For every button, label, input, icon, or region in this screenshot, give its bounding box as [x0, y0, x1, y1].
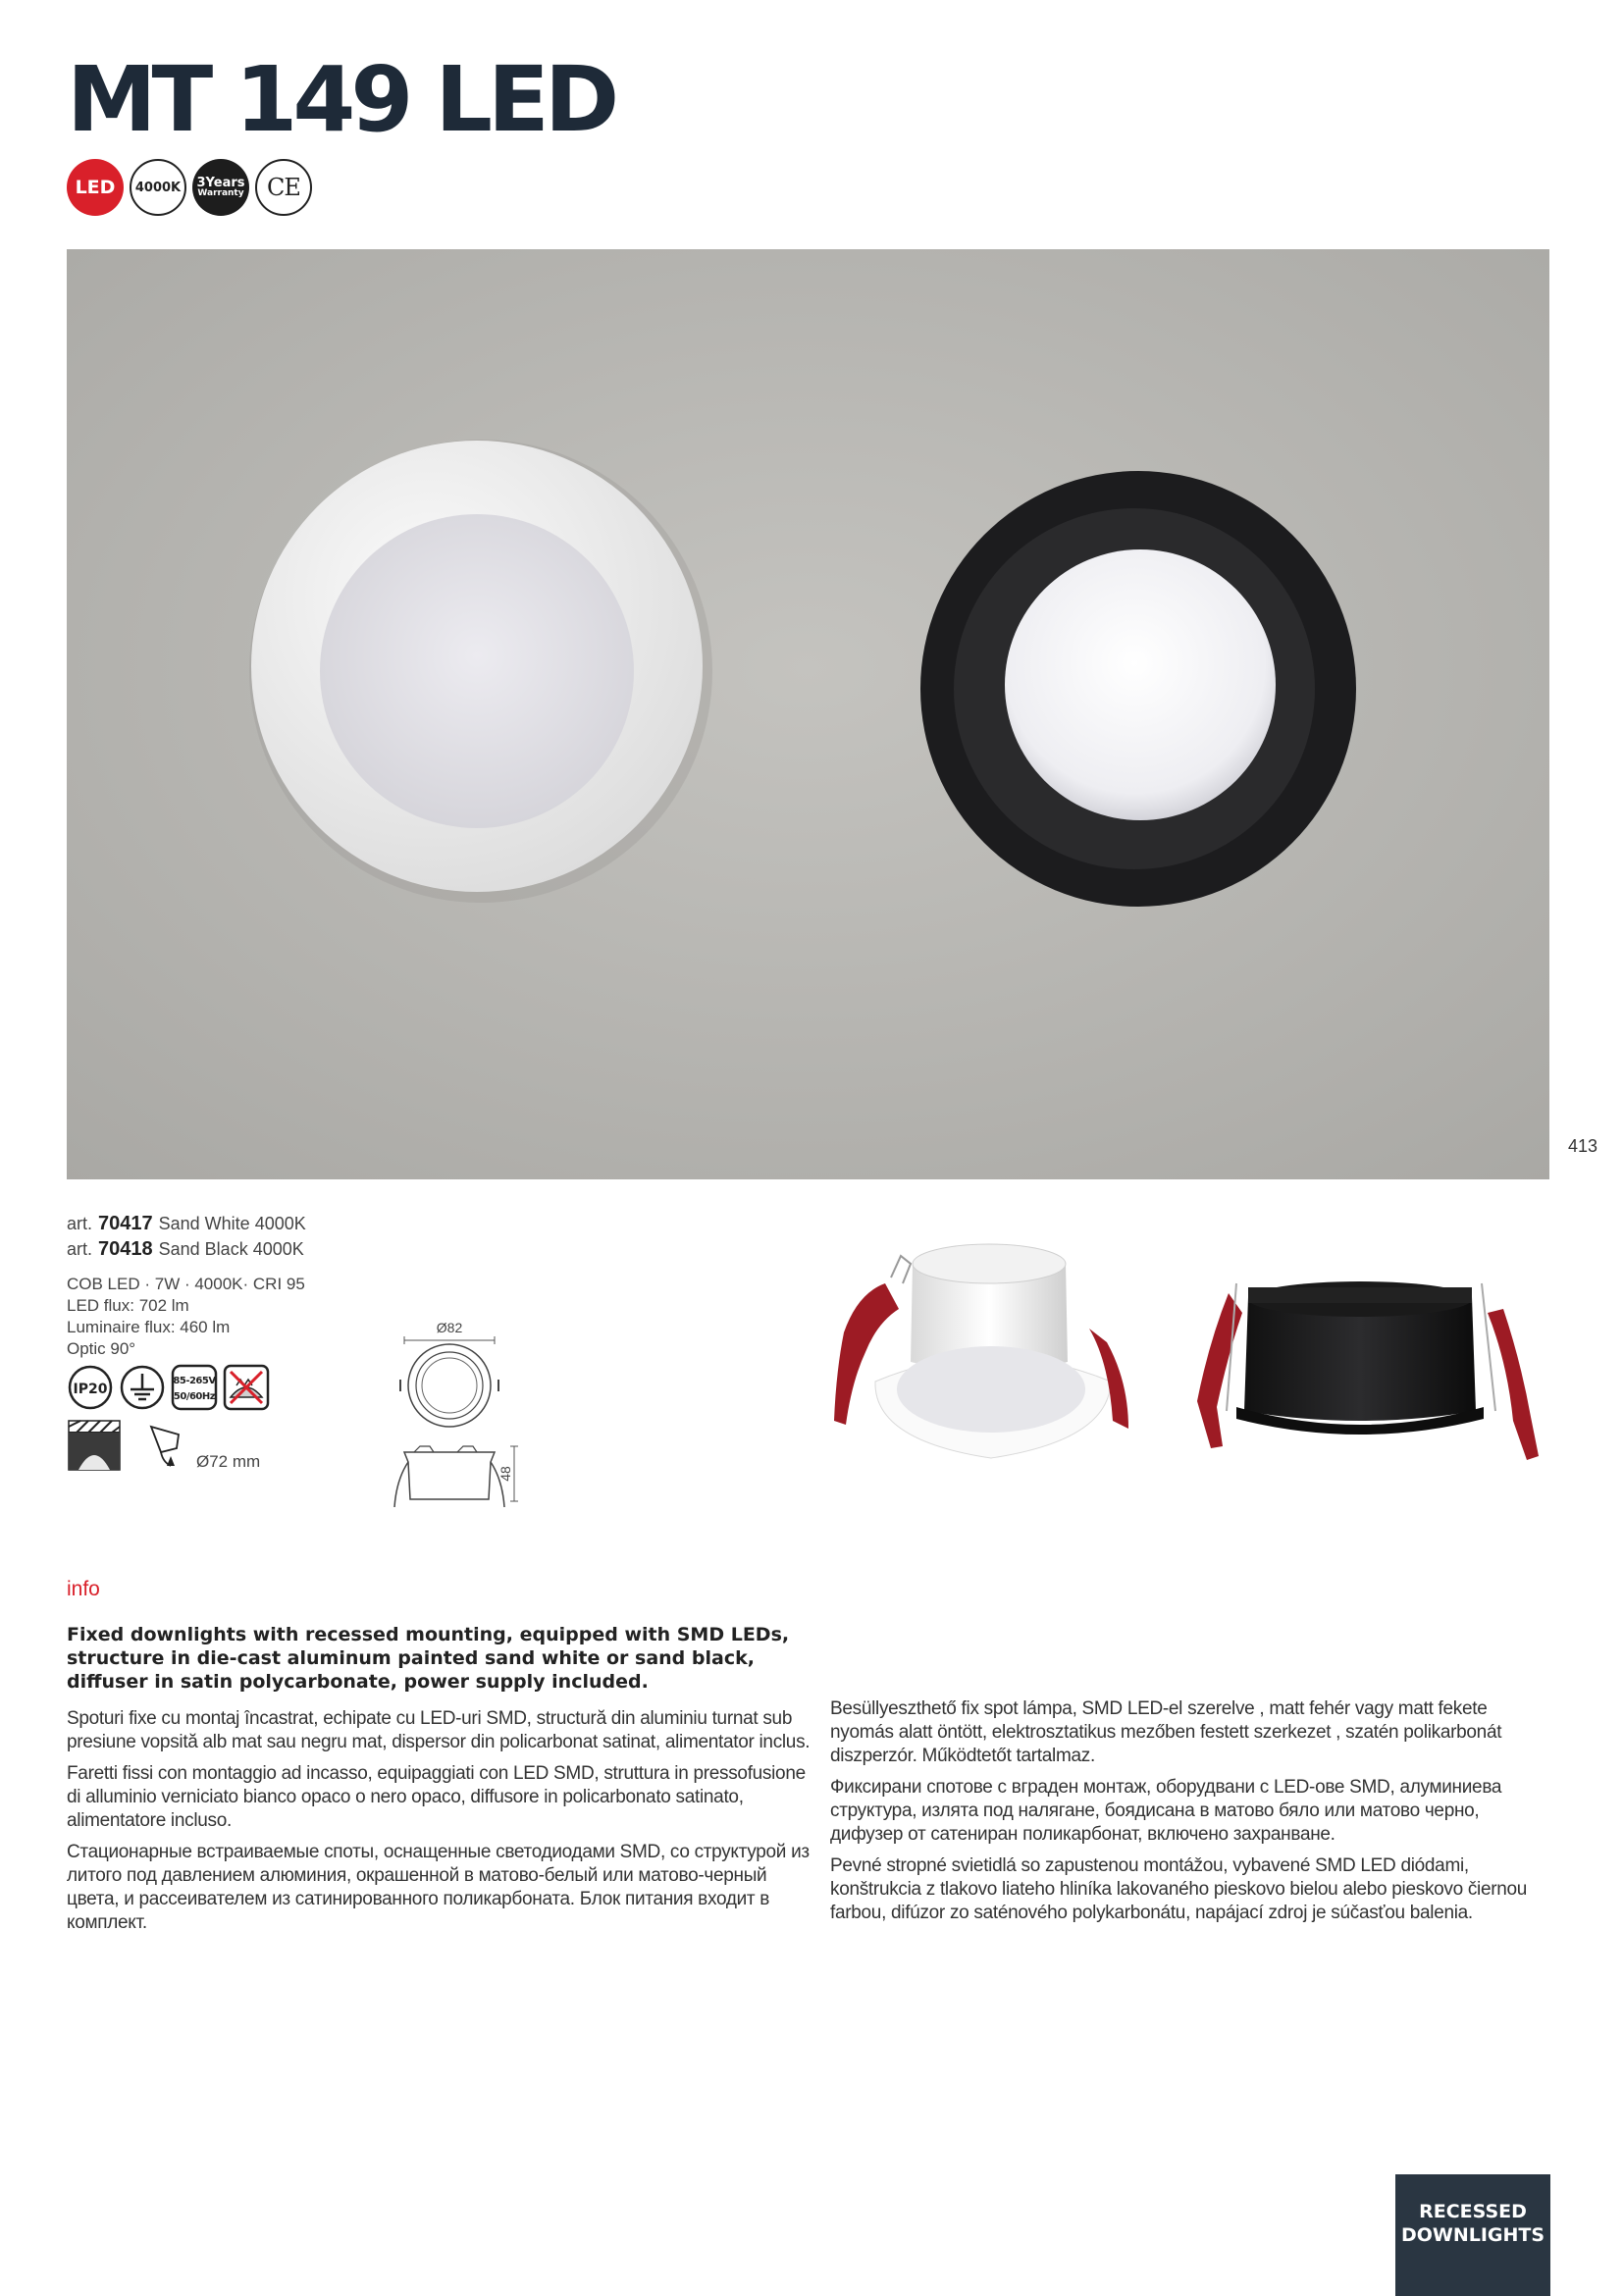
category-line: RECESSED [1419, 2201, 1527, 2222]
description-bulgarian: Фиксирани спотове с вграден монтаж, оборудвани с LED-ове SMD, алуминиева структура, излята под налягане, боядисана в матово бяло или матово черно, дифузер от сатениран поликарбонат, включено захранване. [830, 1777, 1502, 1845]
page-number: 413 [1568, 1136, 1598, 1156]
power-supply-icon [171, 1364, 218, 1411]
color-temperature-badge: 4000K [130, 159, 186, 216]
product-photos [805, 1215, 1550, 1499]
article-description: Sand White 4000K [158, 1214, 306, 1233]
description-russian: Стационарные встраиваемые споты, оснащенные светодиодами SMD, со структурой из литого под давлением алюминия, окрашенной в матово-белый или матово-черный цвета, и рассеивателем из сатинированного поликарбоната. Блок питания входит в комплект. [67, 1842, 810, 1933]
article-prefix: art. [67, 1239, 93, 1259]
spec-line: COB LED · 7W · 4000K· CRI 95 [67, 1275, 305, 1293]
article-code: 70418 [98, 1238, 153, 1260]
hole-cutout-icon [151, 1427, 179, 1466]
no-insulation-cover-icon [223, 1364, 270, 1411]
warranty-badge [192, 159, 249, 216]
info-heading: info [67, 1578, 100, 1600]
article-row [67, 1238, 304, 1261]
product-title: MT 149 LED [67, 47, 615, 152]
hero-illustration [67, 249, 1549, 1179]
ip20-icon [67, 1364, 114, 1411]
spec-line: Optic 90° [67, 1339, 136, 1358]
description-column-left [67, 1707, 812, 1943]
black-fixture-photo [1197, 1281, 1539, 1460]
article-prefix: art. [67, 1214, 93, 1233]
ceiling-mount-icon [69, 1421, 120, 1470]
article-row [67, 1213, 306, 1235]
white-fixture-photo [834, 1244, 1128, 1458]
technical-drawing [391, 1315, 538, 1511]
voltage-text: 85-265V [173, 1376, 216, 1386]
article-description: Sand Black 4000K [158, 1239, 304, 1259]
white-downlight [249, 440, 712, 903]
article-code: 70417 [98, 1213, 153, 1234]
technical-specs [67, 1274, 305, 1360]
feature-badges [67, 159, 312, 216]
spec-icons-row [67, 1364, 270, 1411]
black-downlight [920, 471, 1356, 907]
description-english: Fixed downlights with recessed mounting, equipped with SMD LEDs, structure in die-cast aluminum painted sand white or sand black, diffuser in satin polycarbonate, power supply included. [67, 1624, 790, 1693]
cutout-dimension: Ø72 mm [196, 1452, 261, 1471]
warranty-label: Warranty [197, 188, 244, 198]
ce-mark-badge: CE [255, 159, 312, 216]
warranty-years: 3Years [196, 176, 245, 190]
ground-earth-icon [119, 1364, 166, 1411]
frequency-text: 50/60Hz [173, 1391, 216, 1402]
spec-line: LED flux: 702 lm [67, 1296, 189, 1315]
dimension-drawing [391, 1315, 538, 1516]
category-line: DOWNLIGHTS [1400, 2224, 1545, 2246]
height-label: 48 [497, 1466, 513, 1482]
description-italian: Faretti fissi con montaggio ad incasso, equipaggiati con LED SMD, struttura in pressofusione di alluminio verniciato bianco opaco o nero opaco, diffusore in policarbonato satinato, alimentatore incluso. [67, 1763, 806, 1831]
description-romanian: Spoturi fixe cu montaj încastrat, echipate cu LED-uri SMD, structură din aluminiu turnat sub presiune vopsită alb mat sau negru mat, dispersor din policarbonat satinat, alimentator inclus. [67, 1708, 811, 1752]
hero-product-photo [67, 249, 1549, 1179]
product-renderings [805, 1215, 1550, 1499]
description-column-right [830, 1697, 1550, 1933]
spec-line: Luminaire flux: 460 lm [67, 1318, 231, 1336]
diameter-label: Ø82 [436, 1320, 463, 1335]
description-slovak: Pevné stropné svietidlá so zapustenou montážou, vybavené SMD LED diódami, konštrukcia z tlakovo liateho hliníka lakovaného pieskovo bielou alebo pieskovo čiernou farbou, difúzor zo saténového polykarbonátu, napájací zdroj je súčasťou balenia. [830, 1855, 1528, 1923]
category-tab [1395, 2174, 1550, 2296]
ip-rating-text: IP20 [73, 1382, 108, 1397]
description-hungarian: Besüllyeszthető fix spot lámpa, SMD LED-el szerelve , matt fehér vagy matt fekete nyomás alatt öntött, elektrosztatikus mezőben festett szerkezet , szatén polikarbonát diszperzór. Működtetőt tartalmaz. [830, 1698, 1502, 1766]
led-badge: LED [67, 159, 124, 216]
